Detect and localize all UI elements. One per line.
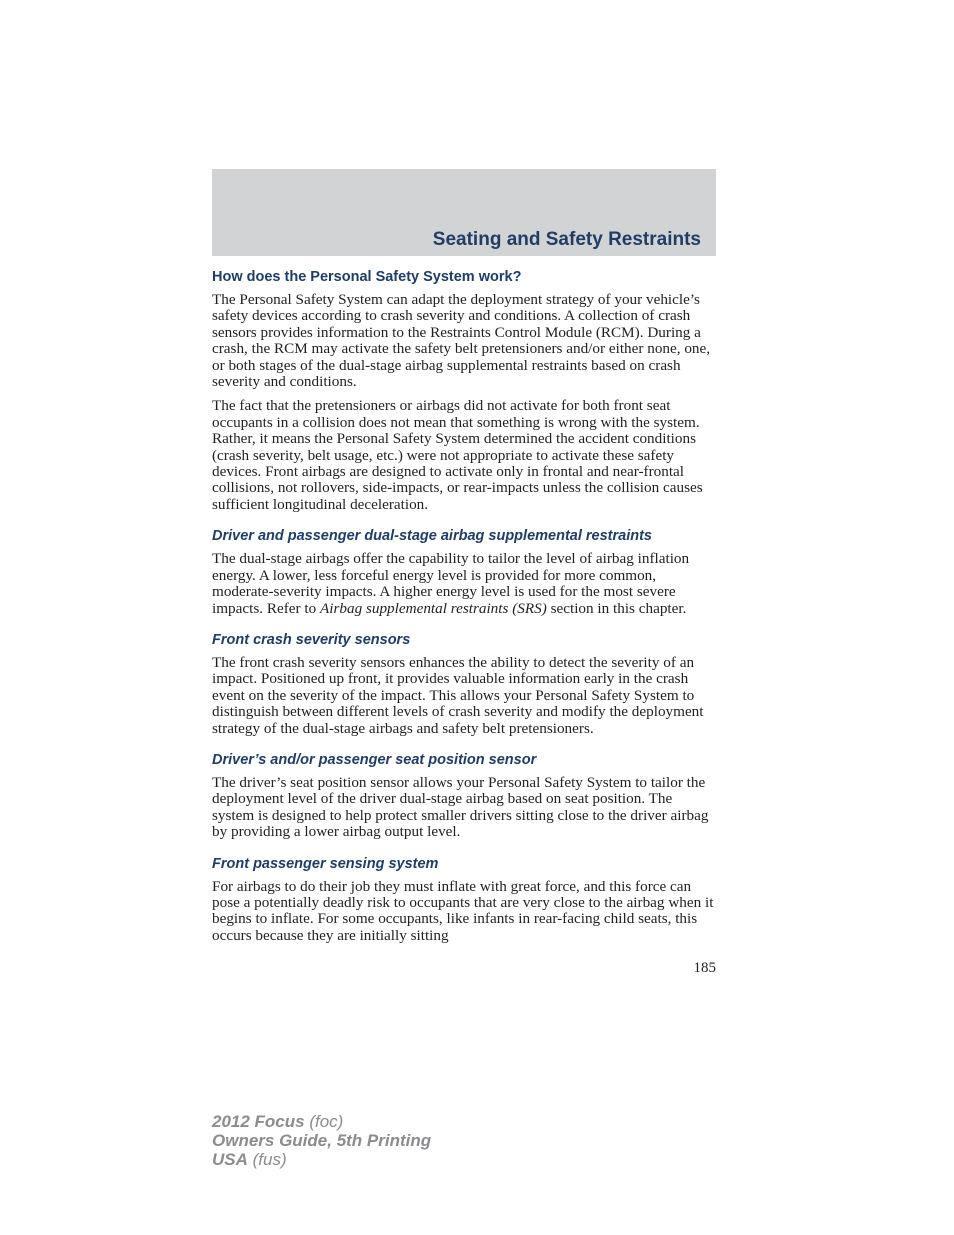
footer-line-model: 2012 Focus (foc) — [212, 1112, 344, 1131]
heading-dual-stage-airbag: Driver and passenger dual-stage airbag supplemental restraints — [212, 528, 652, 545]
paragraph: The fact that the pretensioners or airbags did not activate for both front seat occupants in a collision does not mean that something is wrong with the system. Rather, it means the Personal Safety System determined the accident conditions (crash severity, belt usage, etc.) were not appropriate to activate these safety devices. Front airbags are designed to activate only in frontal and near-frontal collisions, not rollovers, side-impacts, or rear-impacts unless the collision causes sufficient longitudinal deceleration. — [212, 397, 703, 513]
heading-seat-position-sensor: Driver’s and/or passenger seat position sensor — [212, 751, 537, 768]
page-content — [212, 268, 716, 952]
paragraph: The driver’s seat position sensor allows your Personal Safety System to tailor the deployment level of the driver dual-stage airbag based on seat position. The system is designed to help protect smaller drivers sitting close to the driver airbag by providing a lower airbag output level. — [212, 773, 709, 841]
heading-how-pss-works: How does the Personal Safety System work? — [212, 269, 522, 285]
heading-front-crash-sensors: Front crash severity sensors — [212, 631, 411, 648]
paragraph-text: The dual-stage airbags offer the capability to tailor the level of airbag inflation energy. A lower, less forceful energy level is provided for more common, moderate-severity impacts. A higher energy level is used for the most severe impacts. Refer to — [212, 550, 690, 617]
paragraph: For airbags to do their job they must inflate with great force, and this force can pose a potentially deadly risk to occupants that are very close to the airbag when it begins to inflate. For some occupants, like infants in rear-facing child seats, this occurs because they are initially sitting — [212, 877, 714, 944]
section-header-band — [212, 169, 716, 256]
footer-line-guide: Owners Guide, 5th Printing — [212, 1131, 432, 1150]
paragraph-text: section in this chapter. — [546, 599, 687, 617]
document-footer — [212, 1112, 431, 1169]
paragraph: The Personal Safety System can adapt the deployment strategy of your vehicle’s safety devices according to crash severity and conditions. A collection of crash sensors provides information to the Restraints Control Module (RCM). During a crash, the RCM may activate the safety belt pretensioners and/or either none, one, or both stages of the dual-stage airbag supplemental restraints based on crash severity and conditions. — [212, 291, 711, 391]
page-number: 185 — [693, 960, 716, 976]
paragraph — [212, 551, 716, 617]
heading-passenger-sensing: Front passenger sensing system — [212, 855, 439, 872]
paragraph: The front crash severity sensors enhances the ability to detect the severity of an impact. Positioned up front, it provides valuable information early in the crash event on the severity of the impact. This allows your Personal Safety System to distinguish between different levels of crash severity and modify the deployment strategy of the dual-stage airbags and safety belt pretensioners. — [212, 653, 704, 737]
footer-line-market: USA (fus) — [212, 1150, 287, 1169]
section-title: Seating and Safety Restraints — [432, 229, 701, 250]
cross-reference-link: Airbag supplemental restraints (SRS) — [319, 599, 547, 617]
